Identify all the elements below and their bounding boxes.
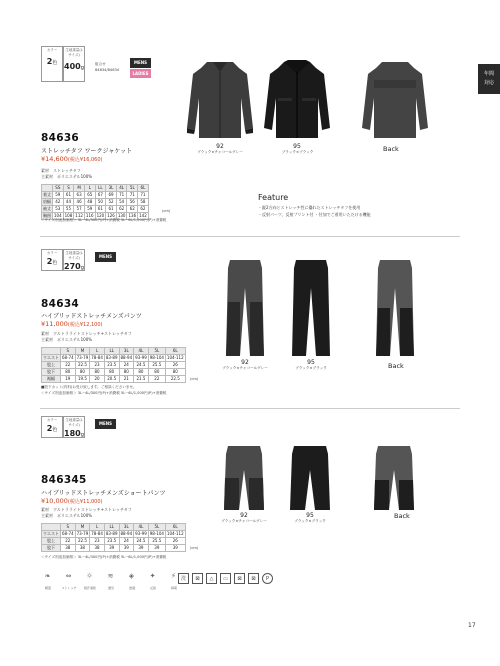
size-cell: 83-89 xyxy=(105,355,118,361)
feature-title: Feature xyxy=(258,193,289,202)
product-name: ハイブリッドストレッチメンズパンツ xyxy=(41,313,142,320)
size-header-corner xyxy=(42,185,53,192)
spec-colors-label: カラー xyxy=(46,48,58,52)
size-cell: 80 xyxy=(119,369,134,376)
breathable-icon: ≋ xyxy=(107,572,114,580)
size-header: M xyxy=(75,524,90,531)
size-cell: 108 xyxy=(64,213,73,219)
size-cell: 22 xyxy=(148,376,165,383)
feature-1: ・縦2方向とストレッチ性に優れたストレッチタフを使用 xyxy=(258,205,361,210)
shorts-color-no-2: 95 xyxy=(306,512,314,519)
size-header-corner xyxy=(42,348,61,355)
shorts-color-name-2: ブラック×ブラック xyxy=(294,519,326,523)
size-cell: 22.5 xyxy=(75,538,90,545)
jacket-color-no-2: 95 xyxy=(293,143,301,150)
spec-weight-box xyxy=(63,249,85,271)
pants-color-name-1: ブラック×チャコールグレー xyxy=(222,366,268,370)
size-cell: 116 xyxy=(85,213,94,219)
spec-weight-value: 270 xyxy=(64,262,81,271)
spec-colors-box xyxy=(41,249,63,271)
feature-2: ・反射パーツ、反射プリント付 ・付加でご着用いただける機能 xyxy=(258,212,371,217)
pants-color-no-2: 95 xyxy=(307,359,315,366)
product-price: ¥14,600(税込¥16,060) xyxy=(41,155,103,163)
size-header: M xyxy=(74,185,85,192)
size-cell: 39 xyxy=(104,545,119,552)
size-cell: 23 xyxy=(90,362,105,369)
pants-back-label: Back xyxy=(388,362,404,370)
spec-weight-label: 生地重量(Lサイズ) xyxy=(65,48,83,57)
size-header: 5L xyxy=(148,348,165,355)
mens-badge: MENS xyxy=(95,419,116,429)
size-cell: 54 xyxy=(116,199,127,206)
spec-colors-box xyxy=(41,46,63,82)
spec-colors-value: 2 xyxy=(46,257,53,266)
moisture-icon: ◈ xyxy=(128,572,135,580)
size-cell: 112 xyxy=(75,213,83,219)
size-cell: 22 xyxy=(61,362,76,369)
page-number: 17 xyxy=(468,622,476,629)
season-tag-line2: 対応 xyxy=(483,80,494,86)
size-row xyxy=(42,369,186,376)
size-cell: 104-112 xyxy=(166,355,184,361)
size-header: 6L xyxy=(165,348,185,355)
size-cell: 67 xyxy=(95,192,106,199)
size-cell: 98-104 xyxy=(149,355,164,361)
shorts-color-name-1: ブラック×チャコールグレー xyxy=(221,519,267,523)
size-header: S xyxy=(61,348,76,355)
size-header: LL xyxy=(95,185,106,192)
size-header: 5L xyxy=(148,524,165,531)
size-cell: 56 xyxy=(127,199,138,206)
size-header: L xyxy=(84,185,95,192)
shorts-color-no-1: 92 xyxy=(240,512,248,519)
size-cell: 71 xyxy=(127,192,138,199)
size-cell: 104-112 xyxy=(166,531,184,537)
size-cell: 42 xyxy=(53,199,64,206)
shorts-back-label: Back xyxy=(394,512,410,520)
feature-icon-label-1: 軽量 xyxy=(44,586,51,590)
jacket-color-name-2: ブラック×ブラック xyxy=(281,150,314,154)
mens-badge: MENS xyxy=(130,58,151,68)
size-row-label: 股下 xyxy=(42,369,61,376)
size-unit: (cm) xyxy=(190,377,199,381)
reflective-icon: ✦ xyxy=(149,572,156,580)
size-cell: 25.5 xyxy=(148,362,165,369)
size-cell: 80 xyxy=(104,369,119,376)
spec-colors-unit: 色 xyxy=(52,260,58,266)
size-cell: 22 xyxy=(61,538,76,545)
size-cell: 55 xyxy=(63,206,74,213)
antistatic-icon: ⚡ xyxy=(171,572,176,580)
material: 素材 ストレッチタフ xyxy=(41,168,81,173)
size-cell: 39 xyxy=(148,545,165,552)
size-cell: 39 xyxy=(165,545,185,552)
size-header: 3L xyxy=(119,524,134,531)
spec-weight-unit: g xyxy=(80,432,84,438)
section-divider-2 xyxy=(40,408,460,409)
size-cell: 126 xyxy=(107,213,115,219)
pants-95-image xyxy=(290,258,332,360)
size-cell: 61 xyxy=(95,206,106,213)
size-row xyxy=(42,355,186,362)
material: 素材 ウルトラライトストレッチ+ストレッチタフ xyxy=(41,331,132,336)
spec-weight-value: 400 xyxy=(64,62,81,71)
size-row-label: 股上 xyxy=(42,538,61,545)
size-cell: 136 xyxy=(128,213,137,219)
size-cell: 98-104 xyxy=(149,531,164,537)
size-cell: 78-84 xyxy=(91,531,103,537)
main-material: 主素材 ポリエステル100% xyxy=(41,174,93,179)
size-cell: 26 xyxy=(165,538,185,545)
size-header: 4L xyxy=(134,524,149,531)
size-cell: 44 xyxy=(63,199,74,206)
size-cell: 50 xyxy=(95,199,106,206)
size-cell: 61 xyxy=(106,206,117,213)
feature-icon-label-6: 反射 xyxy=(149,586,156,590)
spec-colors-value: 2 xyxy=(46,57,53,66)
pants-color-no-1: 92 xyxy=(241,359,249,366)
size-cell: 62 xyxy=(138,206,149,213)
size-cell: 25.5 xyxy=(148,538,165,545)
main-material: 主素材 ポリエステル100% xyxy=(41,337,93,342)
size-header: 5L xyxy=(127,185,138,192)
size-cell: 80 xyxy=(148,369,165,376)
size-cell: 53 xyxy=(53,206,64,213)
size-cell: 83-89 xyxy=(105,531,118,537)
pants-color-name-2: ブラック×ブラック xyxy=(295,366,327,370)
size-cell: 68-74 xyxy=(62,355,74,361)
size-row xyxy=(42,199,149,206)
size-cell: 58 xyxy=(138,199,149,206)
feature-icon-label-2: ストレッチ xyxy=(61,586,77,590)
size-row xyxy=(42,376,186,383)
size-cell: 23.5 xyxy=(104,538,119,545)
size-header: 3L xyxy=(119,348,134,355)
size-row xyxy=(42,545,186,552)
size-cell: 80 xyxy=(90,369,105,376)
no-bleach-icon: ⊠ xyxy=(192,573,203,584)
size-cell: 52 xyxy=(106,199,117,206)
size-header: LL xyxy=(104,348,119,355)
size-cell: 20.5 xyxy=(104,376,119,383)
size-cell: 59 xyxy=(53,192,64,199)
size-cell: 88-94 xyxy=(120,531,133,537)
spec-colors-unit: 色 xyxy=(52,60,58,66)
size-header: L xyxy=(90,348,105,355)
spec-weight-label: 生地重量(Lサイズ) xyxy=(65,251,83,260)
size-cell: 80 xyxy=(75,369,90,376)
spec-colors-label: カラー xyxy=(46,251,58,255)
size-note: ＜サイズ別追加価格＞ 3L~4L/300円(P)+消費税 5L~6L/1,000円(P)+消費税 xyxy=(41,555,167,559)
jacket-back-image xyxy=(360,58,430,144)
size-row xyxy=(42,531,186,538)
size-header: S xyxy=(61,524,76,531)
size-cell: 21.5 xyxy=(134,376,149,383)
size-cell: 48 xyxy=(84,199,95,206)
size-row-label: 胸囲 xyxy=(43,213,51,219)
jacket-color-name-1: ブラック×チャコールグレー xyxy=(197,150,243,154)
product-code: 84634 xyxy=(41,298,80,310)
spec-weight-unit: g xyxy=(80,265,84,271)
product-price: ¥10,000(税込¥11,000) xyxy=(41,497,103,505)
shorts-back-image xyxy=(372,444,416,514)
size-cell: 24.5 xyxy=(134,538,149,545)
size-header: SS xyxy=(53,185,64,192)
size-row-label: ウエスト xyxy=(43,355,59,361)
size-cell: 65 xyxy=(84,192,95,199)
size-cell: 24.5 xyxy=(134,362,149,369)
jacket-back-label: Back xyxy=(383,145,399,153)
jacket-color-no-1: 92 xyxy=(216,143,224,150)
size-cell: 130 xyxy=(117,213,126,219)
product-code: 84636 xyxy=(41,132,80,144)
line-dry-icon: ▭ xyxy=(220,573,231,584)
size-row xyxy=(42,206,149,213)
size-row-label: 袖丈 xyxy=(43,206,51,212)
size-unit: (cm) xyxy=(162,209,171,213)
size-cell: 26 xyxy=(165,362,185,369)
size-cell: 19.5 xyxy=(75,376,90,383)
size-note: ＜サイズ別追加価格＞ 3L~4L/300円(P)+消費税 5L~6L/1,000円(P)+消費税 xyxy=(41,218,167,222)
size-cell: 88-94 xyxy=(120,355,133,361)
season-tag xyxy=(478,64,500,94)
size-cell: 23 xyxy=(90,538,105,545)
feature-icon-label-7: 制電 xyxy=(170,586,177,590)
size-header: 3L xyxy=(106,185,117,192)
spec-weight-label: 生地重量(Lサイズ) xyxy=(65,418,83,427)
size-cell: 62 xyxy=(127,206,138,213)
size-cell: 93-99 xyxy=(135,355,147,361)
size-header: L xyxy=(90,524,105,531)
size-cell: 24 xyxy=(119,538,134,545)
size-header: LL xyxy=(104,524,119,531)
bleach-icon: △ xyxy=(206,573,217,584)
pants-92-image xyxy=(224,258,266,360)
shorts-92-image xyxy=(222,444,266,514)
size-cell: 104 xyxy=(54,213,62,219)
size-note-2: ＜サイズ別追加価格＞ 3L~4L/300円(P)+消費税 5L~6L/1,000円(P)+消費税 xyxy=(41,391,167,395)
ladies-badge: LADIES xyxy=(130,69,151,78)
size-cell: 46 xyxy=(74,199,85,206)
size-cell: 68-74 xyxy=(62,531,74,537)
size-header: 4L xyxy=(134,348,149,355)
feather-icon: ❧ xyxy=(44,572,51,580)
spec-colors-value: 2 xyxy=(46,424,53,433)
quick-dry-icon: ☼ xyxy=(86,572,93,580)
product-name: ハイブリッドストレッチメンズショートパンツ xyxy=(41,490,166,497)
size-row xyxy=(42,362,186,369)
size-cell: 38 xyxy=(90,545,105,552)
size-table xyxy=(41,347,186,383)
size-header-corner xyxy=(42,524,61,531)
no-iron-icon: ⊠ xyxy=(248,573,259,584)
size-row xyxy=(42,192,149,199)
feature-icon-label-5: 透湿 xyxy=(128,586,135,590)
size-cell: 80 xyxy=(61,369,76,376)
size-cell: 19 xyxy=(61,376,76,383)
size-cell: 38 xyxy=(61,545,76,552)
size-cell: 93-99 xyxy=(135,531,147,537)
size-cell: 80 xyxy=(134,369,149,376)
material: 素材 ウルトラライトストレッチ+ストレッチタフ xyxy=(41,507,132,512)
size-cell: 24 xyxy=(119,362,134,369)
size-cell: 59 xyxy=(84,206,95,213)
size-header: S xyxy=(63,185,74,192)
dry-clean-icon: P xyxy=(262,573,273,584)
size-cell: 62 xyxy=(116,206,127,213)
combo-value: 84634/84634 xyxy=(95,68,120,72)
pants-back-image xyxy=(374,258,416,360)
product-price: ¥11,000(税込¥12,100) xyxy=(41,320,103,328)
size-cell: 22.5 xyxy=(75,362,90,369)
size-cell: 120 xyxy=(96,213,105,219)
size-row-label: 着丈 xyxy=(43,192,51,198)
size-cell: 61 xyxy=(63,192,74,199)
size-row-label: 股上 xyxy=(42,362,61,369)
size-cell: 71 xyxy=(138,192,149,199)
size-cell: 63 xyxy=(74,192,85,199)
size-table xyxy=(41,523,186,552)
spec-colors-unit: 色 xyxy=(52,427,58,433)
mens-badge: MENS xyxy=(95,252,116,262)
size-row-label: 股下 xyxy=(42,545,61,552)
size-unit: (cm) xyxy=(190,546,199,550)
size-cell: 23.5 xyxy=(104,362,119,369)
jacket-front-95-image xyxy=(262,58,332,144)
size-cell: 39 xyxy=(119,545,134,552)
size-cell: 71 xyxy=(116,192,127,199)
size-cell: 78-84 xyxy=(91,355,103,361)
main-material: 主素材 ポリエステル100% xyxy=(41,513,93,518)
wash-tub-icon: 洗 xyxy=(178,573,189,584)
size-table xyxy=(41,184,149,220)
size-cell: 80 xyxy=(165,369,185,376)
size-row xyxy=(42,538,186,545)
feature-icon-label-3: 吸汗速乾 xyxy=(83,586,96,590)
size-cell: 57 xyxy=(74,206,85,213)
size-header: M xyxy=(75,348,90,355)
spec-colors-box xyxy=(41,416,63,438)
size-cell: 21 xyxy=(119,376,134,383)
size-cell: 73-79 xyxy=(76,355,89,361)
combo-label: 組合せ xyxy=(95,62,106,66)
size-cell: 73-79 xyxy=(76,531,89,537)
section-divider-1 xyxy=(40,236,460,237)
shorts-95-image xyxy=(288,444,332,514)
size-cell: 20 xyxy=(90,376,105,383)
size-cell: 39 xyxy=(134,545,149,552)
season-tag-line1: 年間 xyxy=(483,71,494,77)
size-header: 4L xyxy=(116,185,127,192)
size-row-label: ウエスト xyxy=(43,531,59,537)
size-note-1: ■股下カット(有料)お受け致します。ご相談くださいませ。 xyxy=(41,385,137,389)
size-cell: 22.5 xyxy=(165,376,185,383)
size-header: 6L xyxy=(138,185,149,192)
product-name: ストレッチタフ ワークジャケット xyxy=(41,148,133,155)
stretch-icon: ⇔ xyxy=(65,572,72,580)
spec-weight-unit: g xyxy=(80,65,84,71)
feature-icon-label-4: 通気 xyxy=(107,586,114,590)
spec-weight-value: 180 xyxy=(64,429,81,438)
spec-weight-box xyxy=(63,416,85,438)
no-tumble-dry-icon: ⊠ xyxy=(234,573,245,584)
jacket-front-92-image xyxy=(185,58,255,144)
size-row-label: 裾幅 xyxy=(42,376,61,383)
size-cell: 142 xyxy=(139,213,147,219)
product-code: 846345 xyxy=(41,474,87,486)
size-cell: 38 xyxy=(75,545,90,552)
size-header: 6L xyxy=(165,524,185,531)
size-row-label: 肩幅 xyxy=(43,199,51,205)
spec-colors-label: カラー xyxy=(46,418,58,422)
spec-weight-box xyxy=(63,46,85,82)
size-cell: 69 xyxy=(106,192,117,199)
